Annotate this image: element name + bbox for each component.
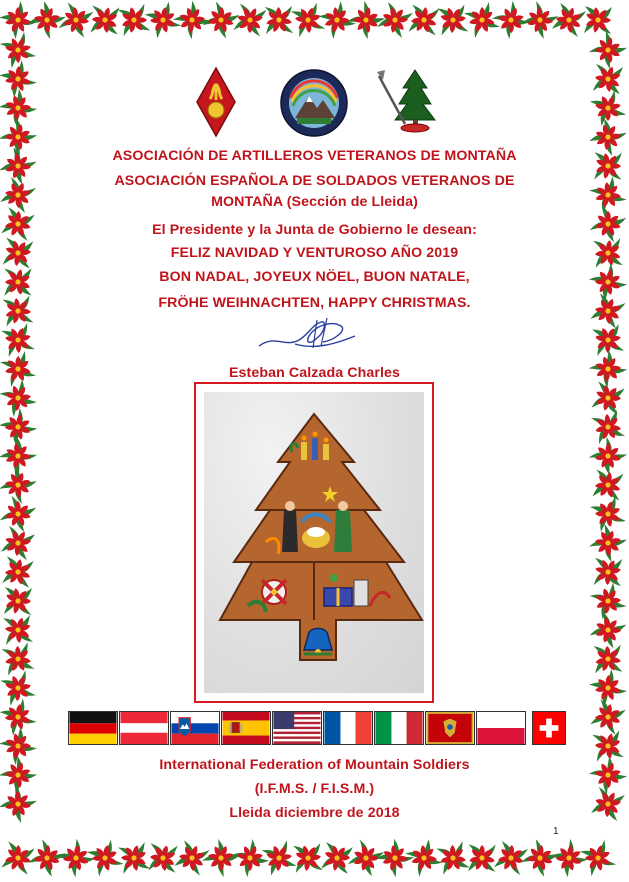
poinsettia-flower [0, 88, 38, 129]
page-number: 1 [553, 826, 559, 837]
slovenia-flag [170, 711, 220, 745]
poinsettia-flower [373, 836, 417, 880]
usa-flag [272, 711, 322, 745]
spain-flag [221, 711, 271, 745]
poland-flag [476, 711, 526, 745]
poinsettia-flower [491, 0, 530, 39]
association-title-3: MONTAÑA (Sección de Lleida) [211, 194, 418, 210]
poinsettia-flower [55, 837, 96, 878]
flag-row [68, 711, 568, 747]
germany-flag [68, 711, 118, 745]
poinsettia-flower [459, 0, 505, 43]
federation-acronym: (I.F.M.S. / F.I.S.M.) [254, 781, 375, 797]
france-flag [323, 711, 373, 745]
poinsettia-flower [108, 0, 159, 46]
association-title-2: ASOCIACIÓN ESPAÑOLA DE SOLDADOS VETERANOS DE [114, 173, 515, 189]
austria-flag [119, 711, 169, 745]
poinsettia-flower [171, 0, 213, 41]
poinsettia-flower [0, 461, 42, 509]
poinsettia-flower [0, 634, 43, 684]
poinsettia-flower [0, 434, 40, 478]
greeting-multilingual-1: BON NADAL, JOYEUX NÖEL, BUON NATALE, [159, 269, 470, 285]
poinsettia-flower [571, 0, 625, 47]
greeting-intro: El Presidente y la Junta de Gobierno le desean: [152, 222, 477, 238]
poinsettia-flower [0, 315, 43, 365]
poinsettia-flower [141, 0, 185, 42]
poinsettia-flower [255, 834, 303, 882]
fir-tree-crest [375, 66, 441, 134]
signer-name: Esteban Calzada Charles [228, 365, 401, 381]
association-title-1: ASOCIACIÓN DE ARTILLEROS VETERANOS DE MONTAÑA [112, 148, 517, 164]
federation-name: International Federation of Mountain Soldiers [159, 757, 470, 773]
poinsettia-flower [23, 0, 70, 44]
wooden-christmas-tree-image [204, 392, 424, 693]
poinsettia-flower [231, 839, 270, 878]
poinsettia-flower [428, 833, 478, 882]
christmas-tree-photo [204, 392, 424, 693]
poinsettia-flower [586, 434, 629, 479]
poinsettia-flower [343, 0, 388, 43]
italy-flag [374, 711, 424, 745]
greeting-spanish: FELIZ NAVIDAD Y VENTUROSO AÑO 2019 [170, 245, 459, 261]
poinsettia-flower [397, 0, 451, 47]
switzerland-flag [532, 711, 566, 745]
poinsettia-flower [198, 835, 245, 882]
poinsettia-flower [455, 831, 509, 882]
poinsettia-flower [0, 1, 37, 39]
logo-row [195, 66, 445, 144]
poinsettia-flower [575, 835, 621, 881]
handwritten-signature [255, 314, 360, 356]
poinsettia-flower [0, 488, 44, 539]
poinsettia-flower [549, 838, 589, 878]
artillery-grenade-emblem [195, 66, 237, 138]
poinsettia-flower [583, 402, 629, 451]
montenegro-flag [425, 711, 475, 745]
poinsettia-flower [369, 0, 421, 46]
poinsettia-flower [585, 27, 629, 73]
poinsettia-flower [588, 668, 628, 708]
poinsettia-flower [584, 519, 629, 567]
mountain-veterans-roundel [279, 68, 349, 138]
christmas-tree-photo-frame [194, 382, 434, 703]
greeting-multilingual-2: FRÖHE WEIHNACHTEN, HAPPY CHRISTMAS. [158, 295, 471, 311]
place-and-date: Lleida diciembre de 2018 [229, 805, 400, 821]
poinsettia-flower [252, 0, 305, 47]
poinsettia-flower [586, 579, 629, 623]
